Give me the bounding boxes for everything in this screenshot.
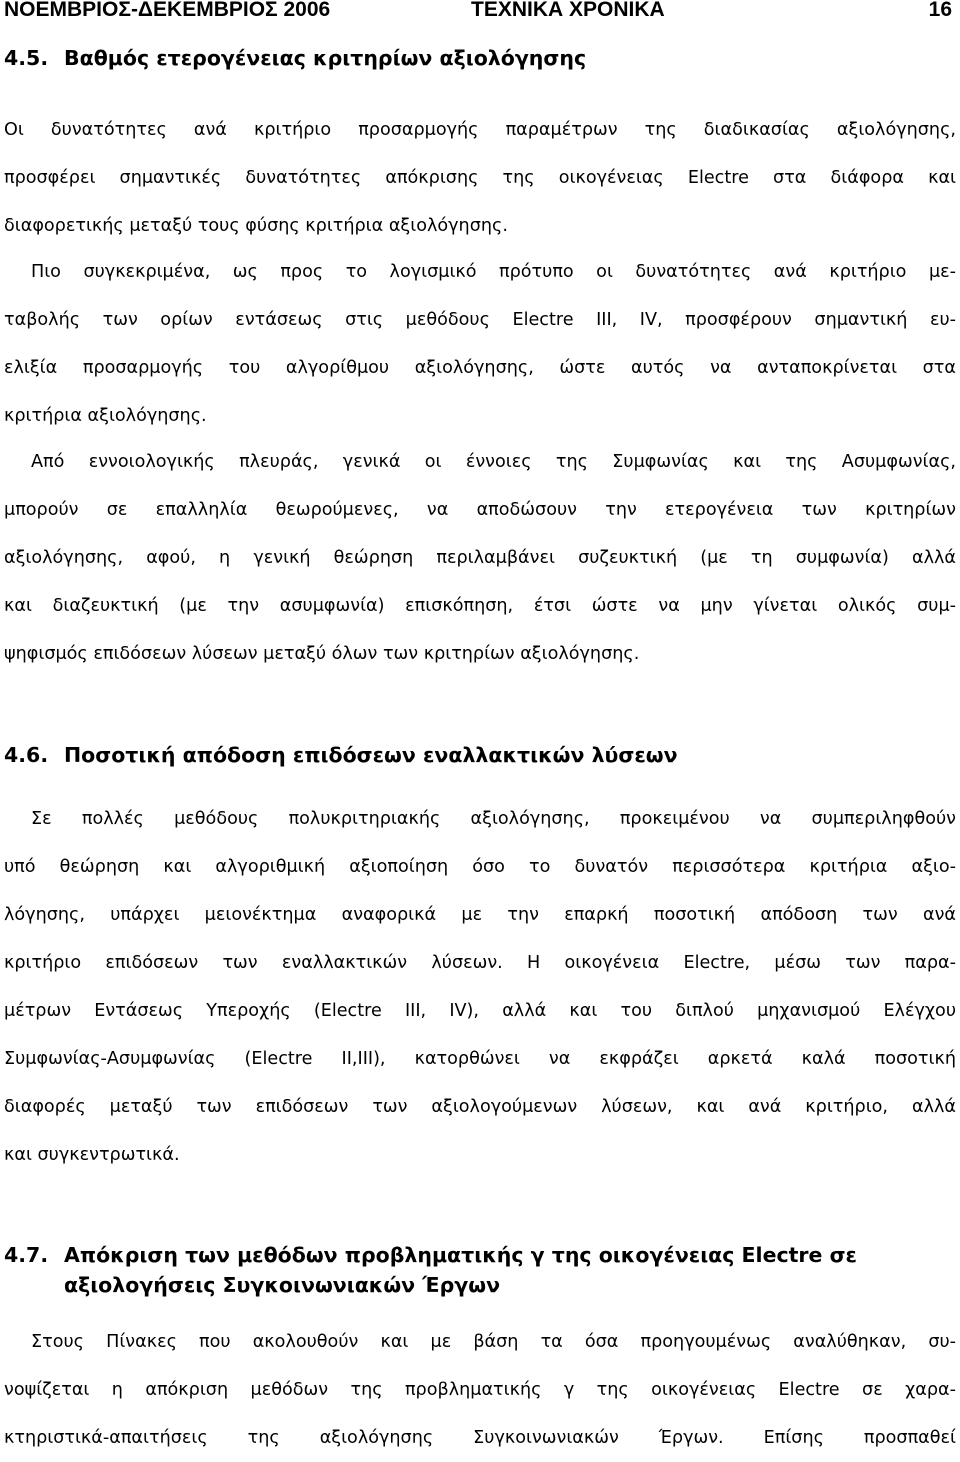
text-line: υπό θεώρηση και αλγοριθμική αξιοποίηση όσο το δυνατόν περισσότερα κριτήρια αξιο- <box>4 857 956 877</box>
section-number: 4.5. <box>4 46 49 70</box>
text-line: Από εννοιολογικής πλευράς, γενικά οι έννοιες της Συμφωνίας και της Ασυμφωνίας, <box>31 452 956 472</box>
header-journal-title: ΤΕΧΝΙΚΑ ΧΡΟΝΙΚΑ <box>471 0 665 21</box>
text-line: προσφέρει σημαντικές δυνατότητες απόκρισης της οικογένειας Electre στα διάφορα και <box>4 168 956 188</box>
text-line: διαφορετικής μεταξύ τους φύσης κριτήρια αξιολόγησης. <box>4 216 508 236</box>
section-heading-4-7 <box>4 1240 956 1300</box>
text-line: και συγκεντρωτικά. <box>4 1145 180 1165</box>
text-line: μέτρων Εντάσεως Υπεροχής (Electre III, IV), αλλά και του διπλού μηχανισμού Ελέγχου <box>4 1001 956 1021</box>
text-line: κριτήρια αξιολόγησης. <box>4 406 207 426</box>
section-title-line: αξιολογήσεις Συγκοινωνιακών Έργων <box>64 1273 501 1297</box>
section-title-line: Απόκριση των μεθόδων προβληματικής γ της οικογένειας Electre σε <box>64 1243 857 1267</box>
text-line: Οι δυνατότητες ανά κριτήριο προσαρμογής παραμέτρων της διαδικασίας αξιολόγησης, <box>4 120 956 140</box>
text-line: ταβολής των ορίων εντάσεως στις μεθόδους Electre III, IV, προσφέρουν σημαντική ευ- <box>4 310 956 330</box>
paragraph <box>4 106 956 250</box>
text-line: λόγησης, υπάρχει μειονέκτημα αναφορικά με την επαρκή ποσοτική απόδοση των ανά <box>4 905 956 925</box>
section-number: 4.6. <box>4 743 49 767</box>
section-title: Ποσοτική απόδοση επιδόσεων εναλλακτικών λύσεων <box>64 743 678 767</box>
section-heading-4-5 <box>4 43 956 73</box>
page-number: 16 <box>928 0 952 21</box>
paragraph <box>4 1318 956 1462</box>
section-heading-4-6 <box>4 740 956 770</box>
paragraph <box>4 795 956 1179</box>
text-line: κριτήριο επιδόσεων των εναλλακτικών λύσεων. Η οικογένεια Electre, μέσω των παρα- <box>4 953 956 973</box>
text-line: Σε πολλές μεθόδους πολυκριτηριακής αξιολόγησης, προκειμένου να συμπεριληφθούν <box>31 809 956 829</box>
text-line: Στους Πίνακες που ακολουθούν και με βάση τα όσα προηγουμένως αναλύθηκαν, συ- <box>31 1332 956 1352</box>
section-number: 4.7. <box>4 1243 49 1267</box>
paragraph <box>4 438 956 678</box>
text-line: Συμφωνίας-Ασυμφωνίας (Electre II,III), κατορθώνει να εκφράζει αρκετά καλά ποσοτική <box>4 1049 956 1069</box>
paragraph <box>4 248 956 440</box>
text-line: ψηφισμός επιδόσεων λύσεων μεταξύ όλων των κριτηρίων αξιολόγησης. <box>4 644 640 664</box>
section-title: Βαθμός ετερογένειας κριτηρίων αξιολόγησης <box>64 46 587 70</box>
text-line: Πιο συγκεκριμένα, ως προς το λογισμικό πρότυπο οι δυνατότητες ανά κριτήριο με- <box>31 262 956 282</box>
text-line: κτηριστικά-απαιτήσεις της αξιολόγησης Συγκοινωνιακών Έργων. Επίσης προσπαθεί <box>4 1428 956 1448</box>
text-line: διαφορές μεταξύ των επιδόσεων των αξιολογούμενων λύσεων, και ανά κριτήριο, αλλά <box>4 1097 956 1117</box>
text-line: αξιολόγησης, αφού, η γενική θεώρηση περιλαμβάνει συζευκτική (με τη συμφωνία) αλλά <box>4 548 956 568</box>
text-line: ελιξία προσαρμογής του αλγορίθμου αξιολόγησης, ώστε αυτός να ανταποκρίνεται στα <box>4 358 956 378</box>
page-header <box>0 0 960 22</box>
text-line: νοψίζεται η απόκριση μεθόδων της προβληματικής γ της οικογένειας Electre σε χαρα- <box>4 1380 956 1400</box>
text-line: μπορούν σε επαλληλία θεωρούμενες, να αποδώσουν την ετερογένεια των κριτηρίων <box>4 500 956 520</box>
text-line: και διαζευκτική (με την ασυμφωνία) επισκόπηση, έτσι ώστε να μην γίνεται ολικός συμ- <box>4 596 956 616</box>
header-date: ΝΟΕΜΒΡΙΟΣ-ΔΕΚΕΜΒΡΙΟΣ 2006 <box>4 0 331 21</box>
